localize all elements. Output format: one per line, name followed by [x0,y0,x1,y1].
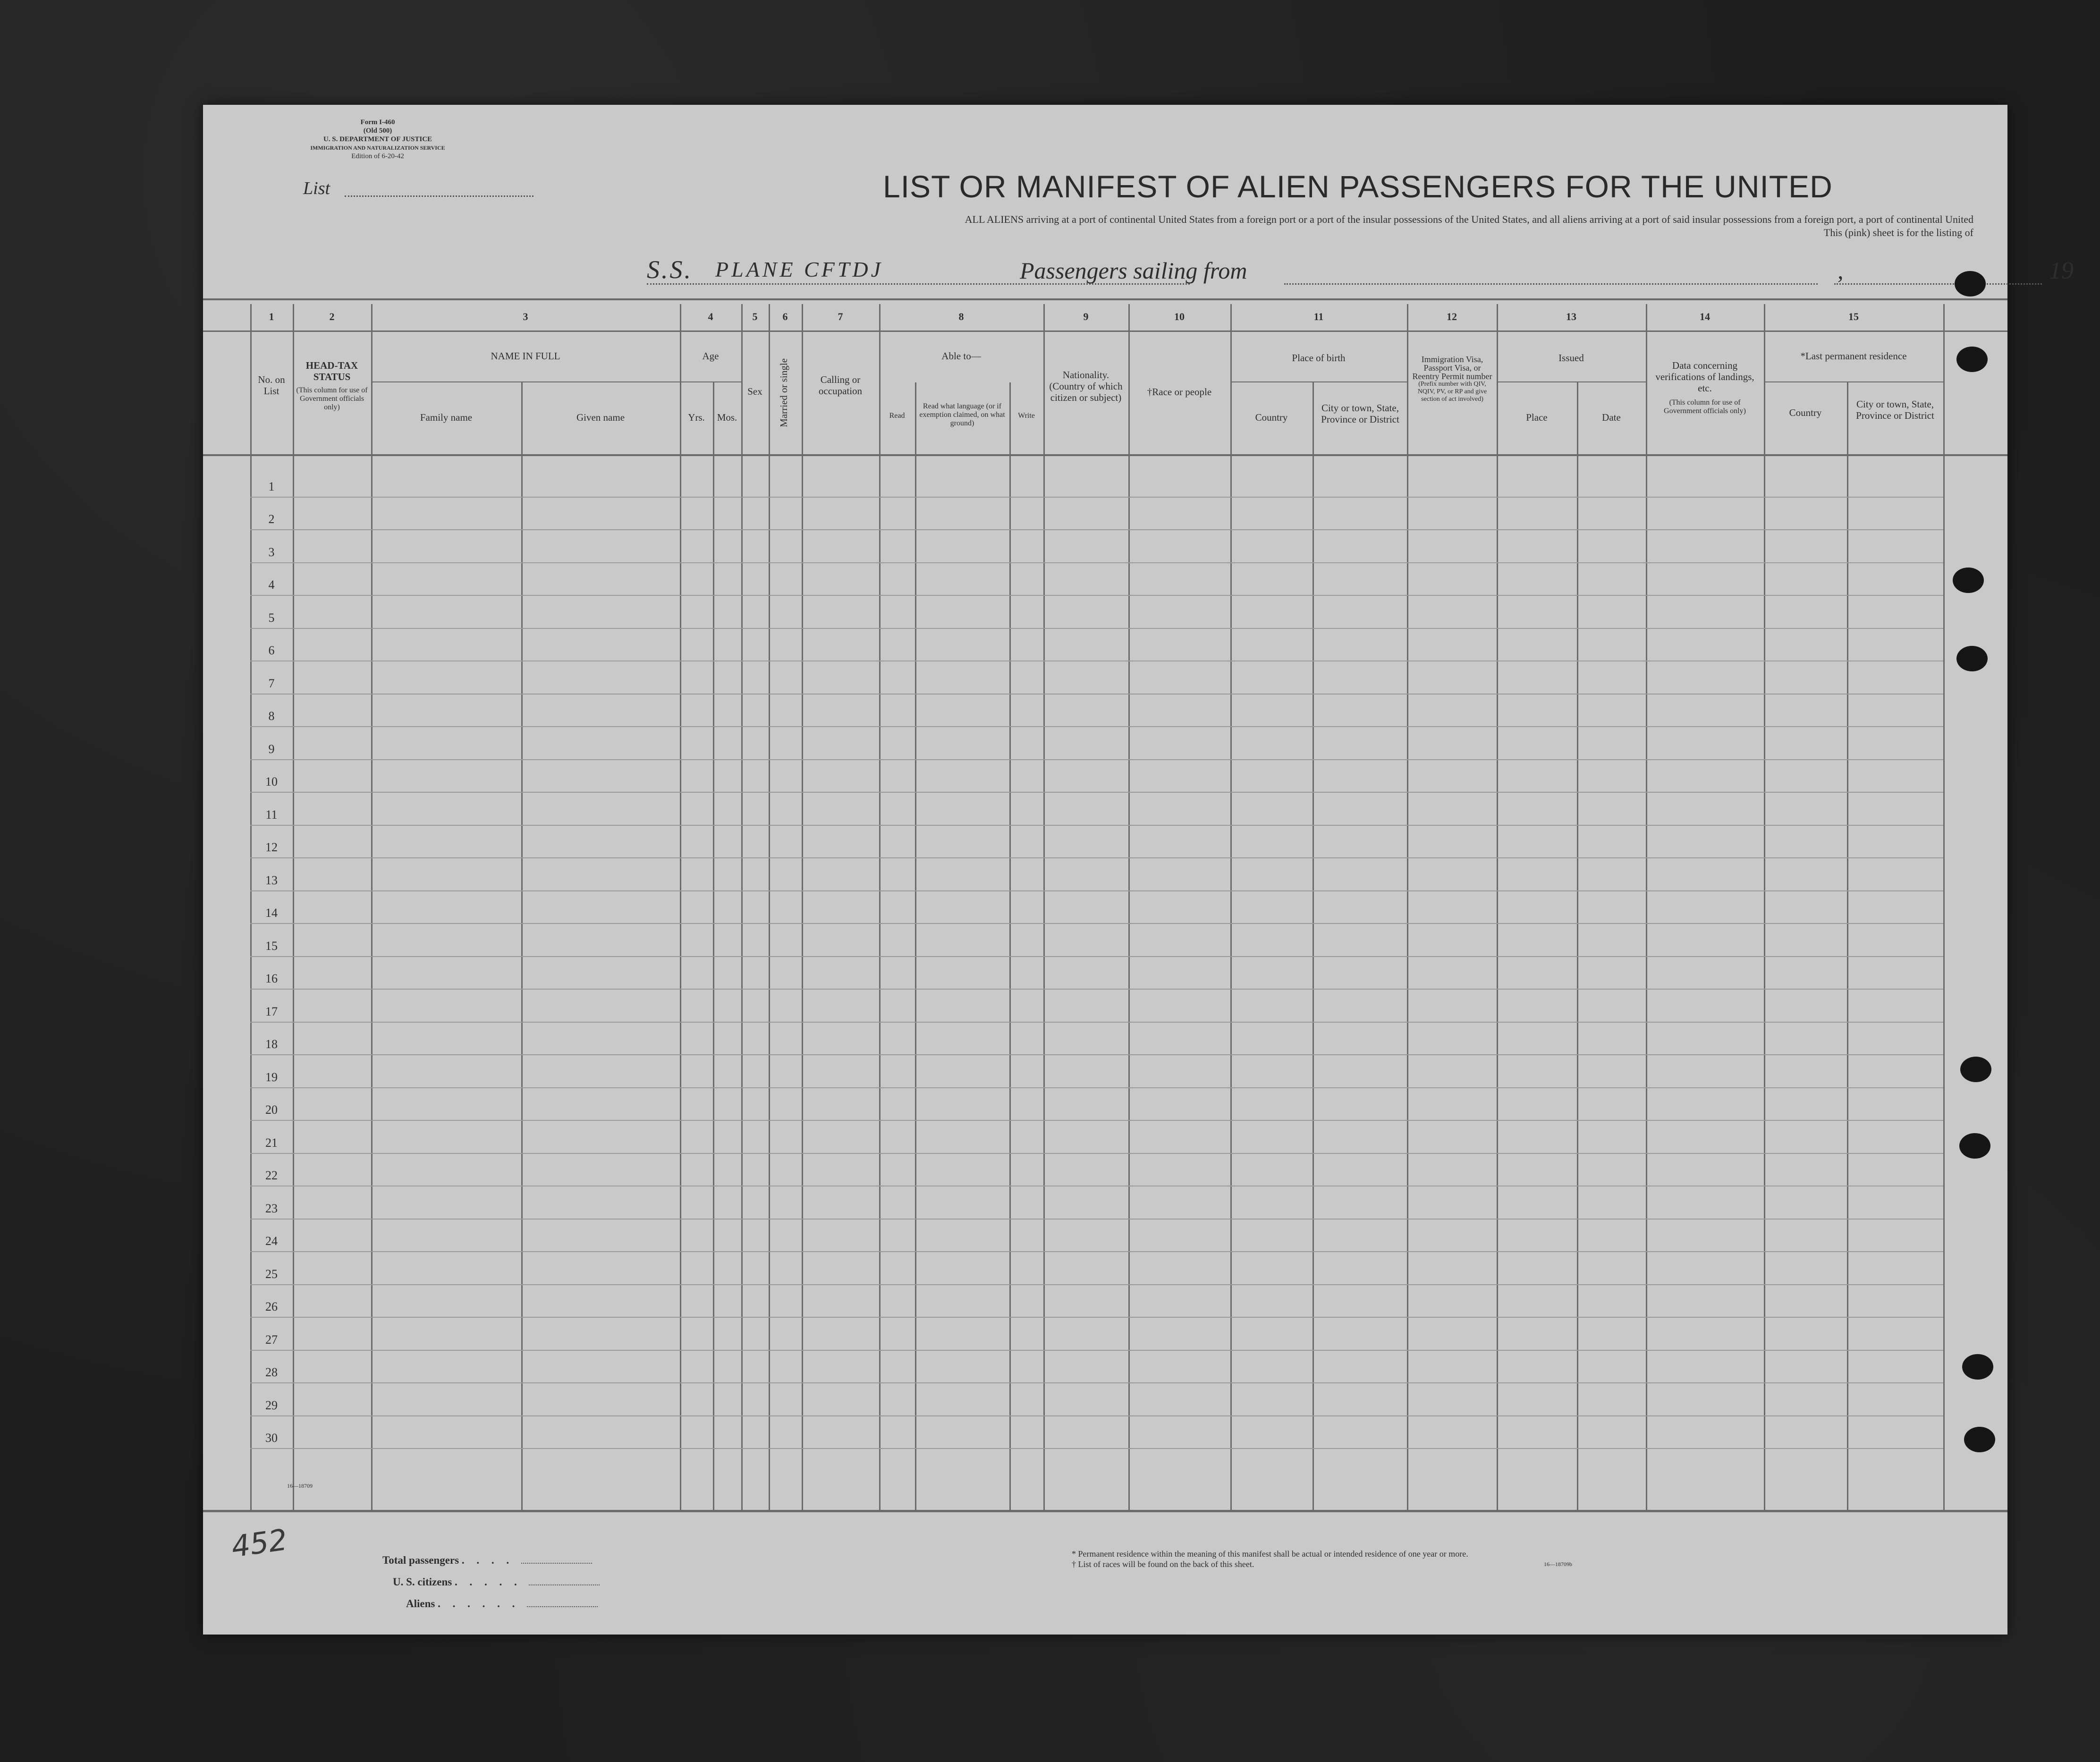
col-rule-11b [1312,382,1314,1510]
header-age-mos: Mos. [717,412,737,423]
handwritten-number: 452 [229,1522,289,1564]
header-married-single: Married or single [778,358,789,427]
row-rule [250,694,1943,695]
header-birth-country: Country [1255,412,1288,423]
aliens-field[interactable] [527,1606,598,1607]
col-rule-8b [915,382,916,1510]
row-number: 16 [265,972,278,985]
department-name: U. S. DEPARTMENT OF JUSTICE [323,136,432,143]
name-subheader-rule [371,381,680,382]
header-head-tax: HEAD-TAX STATUS [305,360,358,382]
page-title: LIST OR MANIFEST OF ALIEN PASSENGERS FOR THE UNITED [883,169,1833,204]
col-num-10: 10 [1174,311,1185,322]
row-rule [250,1054,1943,1055]
header-sex: Sex [747,386,762,397]
col-rule-13 [1497,304,1498,1510]
sailing-date-line [1834,283,2042,285]
header-write: Write [1018,412,1035,420]
row-rule [250,1087,1943,1088]
col-rule-15b [1847,382,1848,1510]
col-num-2: 2 [329,311,335,322]
header-verifications-note: (This column for use of Government officials only) [1664,398,1746,415]
row-number: 3 [268,545,275,559]
row-number: 19 [265,1070,278,1084]
row-number: 29 [265,1398,278,1412]
header-issued-date: Date [1602,412,1621,423]
row-number: 9 [268,742,275,756]
col-rule-10 [1128,304,1130,1510]
header-head-tax-note: (This column for use of Government officials only) [296,386,368,411]
row-number: 30 [265,1431,278,1445]
binder-hole [1962,1354,1993,1380]
sailing-from-label: Passengers sailing from [1020,257,1247,284]
row-number: 7 [268,677,275,690]
row-rule [250,1317,1943,1318]
row-number: 10 [265,775,278,788]
binder-hole [1959,1133,1990,1159]
row-rule [250,759,1943,760]
row-rule [250,923,1943,924]
row-number: 2 [268,512,275,526]
row-rule [250,1382,1943,1383]
list-number-line [345,195,533,197]
row-number: 8 [268,709,275,723]
col-num-13: 13 [1566,311,1576,322]
us-citizens-label: U. S. citizens [393,1576,452,1588]
binder-hole [1956,347,1988,372]
row-number: 5 [268,611,275,625]
col-rule-8c [1009,382,1011,1510]
col-num-11: 11 [1313,311,1324,322]
col-rule-9 [1043,304,1045,1510]
row-number: 28 [265,1365,278,1379]
row-number: 11 [265,808,278,822]
col-rule-3 [371,304,373,1510]
form-old-number: (Old 500) [363,127,392,135]
total-passengers-field[interactable] [521,1563,592,1564]
row-rule [250,1022,1943,1023]
col-rule-3b [521,382,523,1510]
row-rule [250,726,1943,727]
header-verifications: Data concerning verifications of landings, etc. [1655,360,1754,394]
instructions-line-1: ALL ALIENS arriving at a port of continental United States from a foreign port or a port of the insular possessions of the United States, and all aliens arriving at a port of said insular possessions from a foreign port, a port of continental United [965,213,1973,225]
form-header-block [293,118,463,161]
row-rule [250,497,1943,498]
header-name-in-full: NAME IN FULL [491,350,560,362]
row-rule [250,956,1943,957]
col-rule-11 [1230,304,1232,1510]
row-number: 27 [265,1333,278,1347]
header-race: †Race or people [1147,386,1212,398]
row-number: 26 [265,1300,278,1313]
col-num-6: 6 [782,311,788,322]
binder-hole [1956,646,1988,671]
row-number: 20 [265,1103,278,1117]
header-visa-note: (Prefix number with QIV, NQIV, PV, or RP and give section of act involved) [1417,381,1487,403]
col-rule-4b [713,382,714,1510]
header-issued-place: Place [1526,412,1548,423]
header-visa-block [1410,355,1495,403]
instructions-line-2: This (pink) sheet is for the listing of [1823,227,1973,238]
col-rule-7 [802,304,803,1510]
edition-date: Edition of 6-20-42 [351,152,404,160]
row-rule [250,1219,1943,1220]
sailing-port-line [1284,283,1818,285]
header-read-language: Read what language (or if exemption claimed, on what ground) [919,402,1005,427]
row-rule [250,1284,1943,1285]
row-rule [250,1120,1943,1121]
header-bottom-rule [203,454,2007,456]
col-num-9: 9 [1083,311,1089,322]
service-name: IMMIGRATION AND NATURALIZATION SERVICE [310,144,445,151]
col-num-14: 14 [1700,311,1710,322]
aliens-label: Aliens [406,1598,435,1610]
totals-block [382,1554,600,1619]
row-rule [250,1448,1943,1449]
header-given-name: Given name [576,412,625,423]
col-num-3: 3 [523,311,528,322]
binder-hole [1955,271,1986,296]
comma-separator: , [1838,257,1844,284]
header-read: Read [889,412,905,420]
header-last-residence: *Last permanent residence [1800,350,1907,362]
col-num-5: 5 [752,311,758,322]
row-rule [250,1350,1943,1351]
footnotes-block [1072,1549,1468,1569]
row-rule [250,989,1943,990]
col-rule-13b [1577,382,1578,1510]
col-num-15: 15 [1848,311,1859,322]
row-number: 18 [265,1037,278,1051]
row-number: 15 [265,939,278,953]
footnote-races: † List of races will be found on the back of this sheet. [1072,1559,1254,1569]
header-age-yrs: Yrs. [688,412,705,423]
row-number: 4 [268,578,275,592]
manifest-sheet [203,105,2074,1635]
us-citizens-row: U. S. citizens . . . . . [382,1576,600,1598]
total-passengers-label: Total passengers [382,1554,459,1566]
table-top-rule [203,298,2007,300]
row-number: 1 [268,480,275,493]
row-number: 17 [265,1005,278,1018]
header-visa: Immigration Visa, Passport Visa, or Reentry Permit number [1412,355,1492,381]
row-rule [250,562,1943,563]
row-number: 25 [265,1267,278,1281]
header-no-on-list: No. on List [258,374,285,397]
binder-hole [1953,568,1984,593]
row-number: 23 [265,1202,278,1215]
col-rule-5 [741,304,743,1510]
header-issued: Issued [1558,352,1584,364]
col-rule-14 [1646,304,1647,1510]
header-place-of-birth: Place of birth [1292,352,1346,364]
row-rule [250,1415,1943,1416]
list-label: List [303,178,330,198]
col-rule-8 [879,304,881,1510]
residence-subheader-rule [1764,381,1943,382]
header-res-country: Country [1789,407,1822,418]
birth-subheader-rule [1230,381,1407,382]
col-rule-12 [1407,304,1408,1510]
row-rule [250,1251,1943,1252]
col-rule-end [1943,304,1945,1510]
row-rule [250,529,1943,530]
row-number: 14 [265,906,278,920]
header-age: Age [702,350,719,362]
row-rule [250,1153,1943,1154]
row-rule [250,857,1943,858]
header-nationality: Nationality. (Country of which citizen or subject) [1049,369,1123,403]
row-rule [250,628,1943,629]
header-head-tax-block [296,360,368,412]
row-rule [250,825,1943,826]
row-number: 22 [265,1169,278,1182]
col-num-7: 7 [838,311,843,322]
row-number: 21 [265,1136,278,1150]
binder-hole [1960,1057,1991,1082]
col-num-12: 12 [1447,311,1457,322]
form-number: Form I-460 [360,119,395,126]
col-rule-6 [769,304,770,1510]
footnote-residence: * Permanent residence within the meaning of this manifest shall be actual or intended residence of one year or more. [1072,1549,1468,1559]
vessel-prefix: S.S. [647,255,693,284]
us-citizens-field[interactable] [529,1584,600,1585]
col-num-4: 4 [708,311,713,322]
col-num-1: 1 [269,311,274,322]
row-rule [250,792,1943,793]
col-num-8: 8 [958,311,964,322]
table-bottom-rule [203,1510,2007,1512]
header-res-city: City or town, State, Province or District [1856,398,1934,421]
binder-hole [1964,1427,1995,1452]
header-family-name: Family name [420,412,473,423]
row-rule [250,595,1943,596]
header-birth-city: City or town, State, Province or District [1321,402,1399,425]
year-prefix: 19 [2049,257,2074,284]
col-rule-4 [680,304,681,1510]
age-subheader-rule [680,381,741,382]
issued-subheader-rule [1497,381,1646,382]
col-rule-15 [1764,304,1765,1510]
footnote-code: 16—18709b [1544,1561,1572,1567]
header-able-to: Able to— [941,350,981,362]
row-number: 13 [265,873,278,887]
vessel-name: PLANE CFTDJ [715,257,884,281]
header-verifications-block [1651,360,1759,415]
print-code: 16—18709 [287,1482,313,1489]
aliens-row: Aliens . . . . . . [382,1598,600,1619]
header-calling: Calling or occupation [818,374,863,397]
row-rule [250,890,1943,891]
column-number-rule [203,330,2007,332]
row-number: 24 [265,1234,278,1248]
total-passengers-row: Total passengers . . . . [382,1554,600,1576]
row-number: 6 [268,644,275,657]
row-number: 12 [265,840,278,854]
